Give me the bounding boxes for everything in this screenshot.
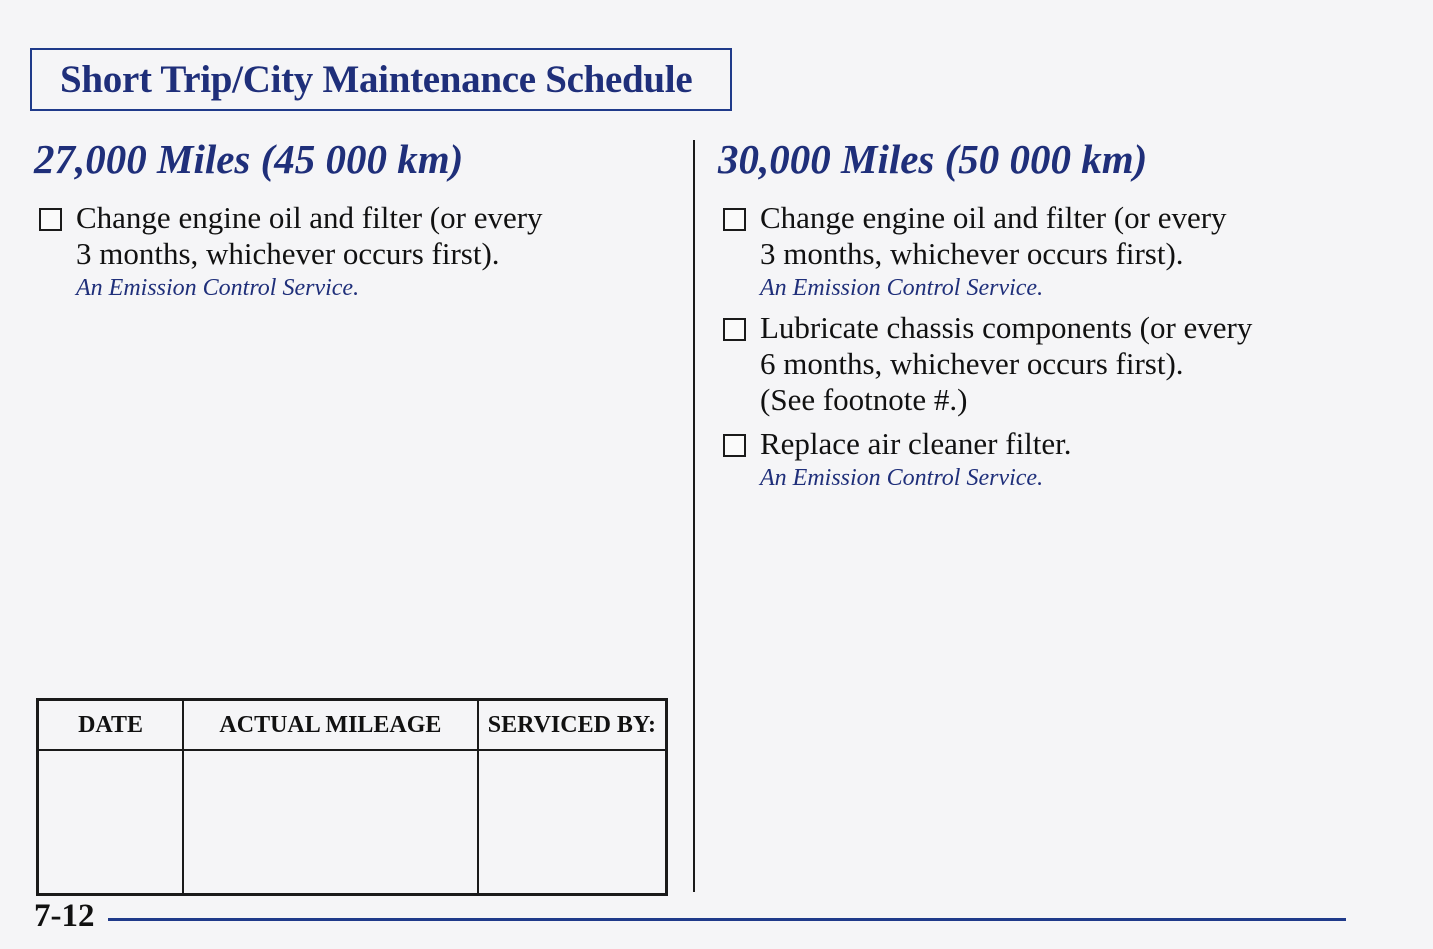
service-log-table — [36, 698, 668, 896]
section-27000-miles — [34, 132, 674, 310]
emission-note: An Emission Control Service. — [760, 465, 1044, 491]
mileage-cell[interactable] — [183, 750, 478, 895]
page-footer — [34, 896, 95, 936]
page-number: 7-12 — [34, 897, 95, 934]
item-text: Replace air cleaner filter. — [760, 426, 1072, 461]
checklist-item — [34, 200, 674, 304]
section-heading: 27,000 Miles (45 000 km) — [34, 136, 464, 182]
item-text: Change engine oil and filter (or every 3 months, whichever occurs first). — [760, 200, 1227, 271]
date-cell[interactable] — [38, 750, 184, 895]
footer-rule — [108, 918, 1346, 921]
section-30000-miles — [718, 132, 1408, 500]
item-text: Lubricate chassis components (or every 6 months, whichever occurs first). (See footnote #.) — [760, 310, 1253, 417]
checkbox-icon[interactable] — [723, 318, 746, 341]
schedule-title-box — [30, 48, 732, 111]
page-title: Short Trip/City Maintenance Schedule — [60, 58, 693, 101]
item-text: Change engine oil and filter (or every 3 months, whichever occurs first). — [76, 200, 543, 271]
checkbox-icon[interactable] — [723, 434, 746, 457]
column-divider — [693, 140, 695, 892]
column-header-date: DATE — [38, 700, 184, 751]
column-header-serviced-by: SERVICED BY: — [478, 700, 667, 751]
table-row — [38, 750, 667, 895]
checkbox-icon[interactable] — [39, 208, 62, 231]
serviced-by-cell[interactable] — [478, 750, 667, 895]
checkbox-icon[interactable] — [723, 208, 746, 231]
emission-note: An Emission Control Service. — [760, 275, 1044, 301]
table-header-row — [38, 700, 667, 751]
column-header-mileage: ACTUAL MILEAGE — [183, 700, 478, 751]
section-heading: 30,000 Miles (50 000 km) — [718, 136, 1148, 182]
emission-note: An Emission Control Service. — [76, 275, 360, 301]
checklist-item — [718, 200, 1408, 304]
checklist-item — [718, 310, 1408, 418]
checklist-item — [718, 426, 1408, 494]
